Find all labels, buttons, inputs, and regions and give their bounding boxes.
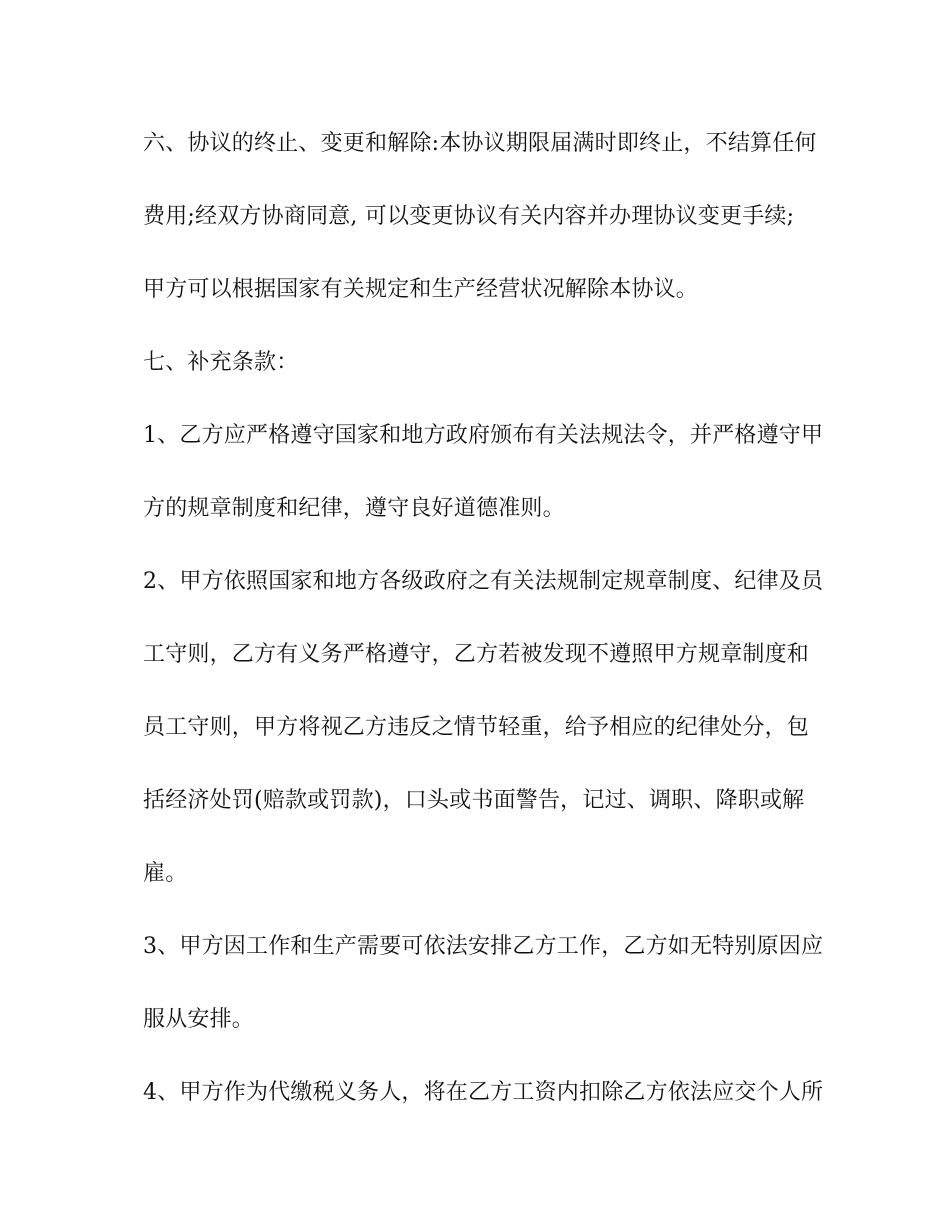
text-line: 雇。 xyxy=(143,861,188,886)
text-line: 费用;经双方协商同意, 可以变更协议有关内容并办理协议变更手续; xyxy=(143,204,795,229)
text-line: 1、乙方应严格遵守国家和地方政府颁布有关法规法令，并严格遵守甲 xyxy=(143,423,824,448)
text-line: 方的规章制度和纪律，遵守良好道德准则。 xyxy=(143,496,565,521)
section-heading: 七、补充条款： xyxy=(143,350,299,375)
text-line: 甲方可以根据国家有关规定和生产经营状况解除本协议。 xyxy=(143,277,699,302)
text-line: 2、甲方依照国家和地方各级政府之有关法规制定规章制度、纪律及员 xyxy=(143,569,824,594)
text-line: 服从安排。 xyxy=(143,1007,255,1032)
text-line: 3、甲方因工作和生产需要可依法安排乙方工作，乙方如无特别原因应 xyxy=(143,934,824,959)
text-line: 括经济处罚(赔款或罚款)，口头或书面警告，记过、调职、降职或解 xyxy=(143,788,805,813)
text-line: 六、协议的终止、变更和解除:本协议期限届满时即终止，不结算任何 xyxy=(143,131,817,156)
text-line: 4、甲方作为代缴税义务人，将在乙方工资内扣除乙方依法应交个人所 xyxy=(143,1080,824,1105)
text-line: 工守则，乙方有义务严格遵守，乙方若被发现不遵照甲方规章制度和 xyxy=(143,642,810,667)
text-line: 员工守则，甲方将视乙方违反之情节轻重，给予相应的纪律处分，包 xyxy=(143,715,810,740)
